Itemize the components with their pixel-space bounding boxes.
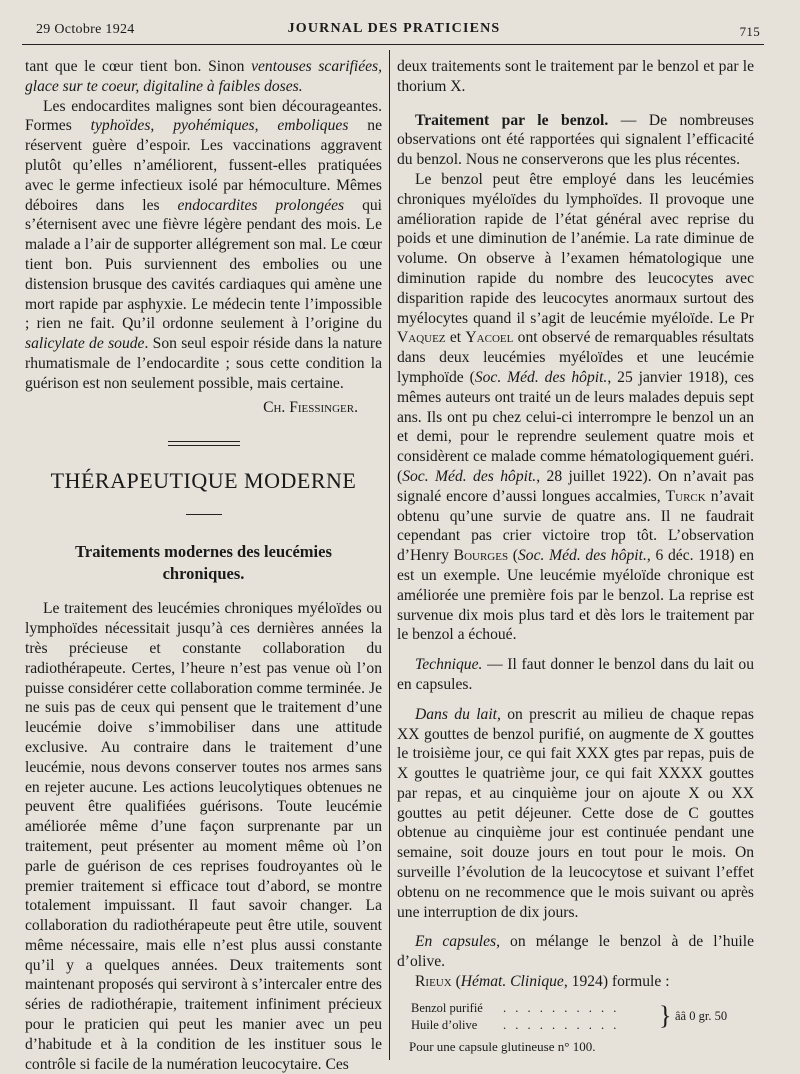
paragraph: Technique. — Il faut donner le benzol dans du lait ou en capsules.	[397, 656, 754, 693]
ingredient: Huile d’olive	[411, 1017, 478, 1032]
paragraph: Les endocardites malignes sont bien décourageantes. Formes typhoïdes, pyohémiques, emboliques ne réservent guère d’espoir. Les vaccinations aggravent plutôt qu’elles n’améliorent, fussent-elles pratiquées avec le germe infectieux isolé par hémoculture. Mêmes déboires dans les endocardites prolongées qui s’éternisent avec une fièvre légère pendant des mois. Le malade a l’air de supporter allégrement son mal. Le cœur tient bon. Puis surviennent des embolies ou une distension brusque des cavités cardiaques qui amène une mort rapide par asphyxie. Le médecin tente l’impossible ; rien ne fait. Qu’il ordonne seulement à l’origine du salicylate de soude. Son seul espoir réside dans la nature rhumatismale de l’endocardite ; sous cette condition la guérison est non seulement possible, mais certaine.	[25, 97, 383, 392]
paragraph: En capsules, on mélange le benzol à de l’huile d’olive.	[397, 933, 754, 971]
paragraph: Dans du lait, on prescrit au milieu de chaque repas XX gouttes de benzol purifié, on augmente de X gouttes le troisième jour, ce qui fait XXX gtes par repas, puis de X gouttes le quatrième jour, ce qui fait XXXX gouttes par repas, et au cinquième jour on ajoute X ou XX gouttes au petit déjeuner. Cette dose de C gouttes obtenue au cinquième jour est continuée pendant une semaine, soit douze jours en tout pour le mois. On surveille l’évolution de la leucocytose et suivant l’effet obtenu on ne recommence que le mois suivant ou après une interruption de dix jours.	[397, 705, 754, 921]
paragraph: tant que le cœur tient bon. Sinon ventouses scarifiées, glace sur te coeur, digitaline à faibles doses.	[25, 58, 383, 95]
ingredient: Benzol purifié	[411, 1000, 483, 1015]
section-separator	[168, 441, 240, 446]
author-signature: Ch. Fiessinger.	[263, 398, 358, 416]
leader-dots: . . . . . . . . . .	[503, 1017, 620, 1032]
formula-block	[397, 1000, 754, 1055]
running-header	[28, 20, 760, 42]
right-column	[397, 57, 754, 1055]
header-page-number: 715	[739, 24, 760, 39]
article-title: Traitements modernes des leucémies chroniques.	[75, 542, 332, 584]
paragraph: Rieux (Hémat. Clinique, 1924) formule :	[415, 973, 670, 991]
dose: ââ 0 gr. 50	[675, 1008, 728, 1023]
section-title: THÉRAPEUTIQUE MODERNE	[50, 468, 357, 494]
left-column	[25, 57, 382, 1074]
subheading-benzol: Traitement par le benzol.	[415, 111, 609, 129]
paragraph: Le traitement des leucémies chroniques myéloïdes ou lymphoïdes nécessitait jusqu’à ces dernières années la très précieuse et constante collaboration du radiothérapeute. Certes, l’heure n’est pas venue où l’on puisse considérer cette collaboration comme terminée. Je ne suis pas de ceux qui pensent que le traitement d’une leucémie doive s’immobiliser dans une attitude exclusive. Au contraire dans le traitement d’une leucémie, nous devons conserver toutes nos armes sans en rejeter aucune. Les actions leucolytiques obtenues ne peuvent être qualifiées guérisons. Toute leucémie améliorée même d’une façon surprenante par un traitement, peut présenter au moment même où l’on parle de guérison de ces reprises foudroyantes où le premier traitement si efficace tout d’abord, se montre totalement impuissant. Il faut savoir changer. La collaboration du radiothérapeute peut être utile, souvent même nécessaire, mais elle n’est plus aussi constante qu’il y a quelques années. Deux traitements sont maintenant proposés qui serviront à s’intercaler entre des séries de radiothérapie, traitement infiniment précieux pour le praticien qui peut les manier avec un peu d’habitude et à la condition de les instituer sous le contrôle si facile de la numération leucocytaire. Ces	[25, 600, 382, 1073]
brace: }	[659, 1000, 672, 1030]
title-rule	[186, 514, 222, 515]
column-divider	[389, 50, 390, 1060]
paragraph: Traitement par le benzol. — De nombreuses observations ont été rapportées qui signalent l’efficacité du benzol. Nous ne conserverons que les plus récentes.	[397, 111, 754, 169]
paragraph: Le benzol peut être employé dans les leucémies chroniques myéloïdes du lymphoïdes. Il provoque une amélioration rapide de l’état général avec reprise du poids et une diminution de l’anémie. La rate diminue de volume. On observe à l’examen hématologique une diminution rapide du nombre des leucocytes avec disparition rapide des leucocytes anormaux surtout des myélocytes quand il s’agit de leucémie myéloïde. Le Pr Vaquez et Yacoel ont observé de remarquables résultats dans deux leucémies myéloïdes et une leucémie lymphoïde (Soc. Méd. des hôpit., 25 janvier 1918), ces mêmes auteurs ont traité un de leurs malades depuis sept ans. Ils ont pu chez celui-ci interrompre le benzol un an et demi, pour le reprendre seulement quatre mois et considèrent ce malade comme hématologiquement guéri. (Soc. Méd. des hôpit., 28 juillet 1922). On n’avait pas signalé encore d’aussi longues accalmies, Turck n’avait obtenu qu’une survie de quatre ans. Il ne faudrait cependant pas crier victoire trop tôt. L’observation d’Henry Bourges (Soc. Méd. des hôpit., 6 déc. 1918) en est un exemple. Une leucémie myéloïde chronique est améliorée une première fois par le benzol. La reprise est survenue dix mois plus tard et dès lors le traitement par le benzol a échoué.	[397, 170, 755, 644]
header-journal-title: JOURNAL DES PRATICIENS	[287, 21, 501, 36]
header-date: 29 Octobre 1924	[36, 22, 135, 37]
capsule-note: Pour une capsule glutineuse n° 100.	[409, 1038, 596, 1054]
header-rule	[22, 44, 764, 45]
leader-dots: . . . . . . . . . .	[503, 1000, 620, 1015]
paragraph: deux traitements sont le traitement par le benzol et par le thorium X.	[397, 58, 754, 95]
